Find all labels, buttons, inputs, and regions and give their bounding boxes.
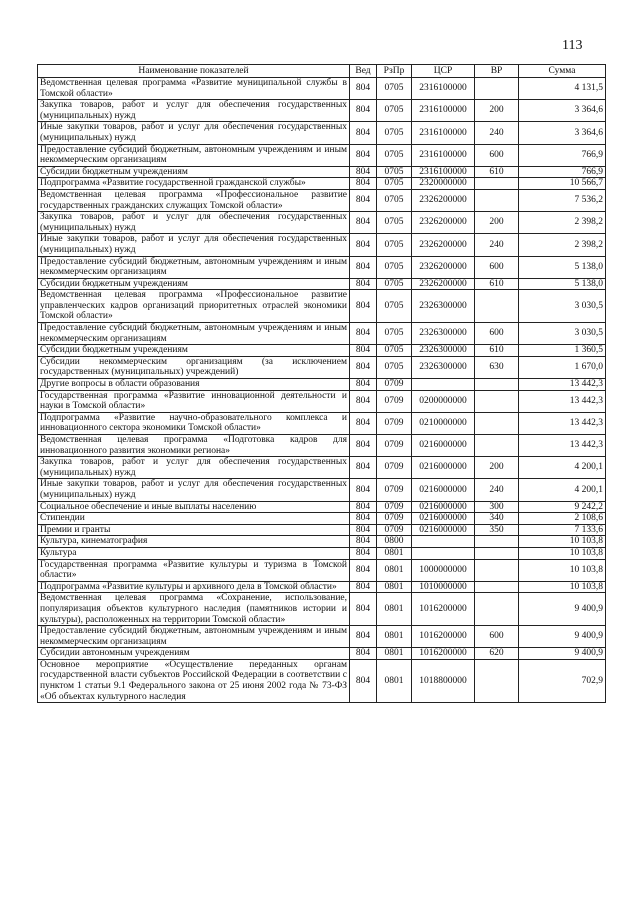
cell-vr: 610 xyxy=(475,166,519,178)
table-row xyxy=(38,78,606,100)
cell-csr: 2316100000 xyxy=(412,100,475,122)
cell-rzpr: 0705 xyxy=(377,278,412,290)
cell-vr: 240 xyxy=(475,234,519,256)
cell-ved: 804 xyxy=(350,100,377,122)
cell-ved: 804 xyxy=(350,345,377,357)
cell-rzpr: 0705 xyxy=(377,290,412,323)
table-row xyxy=(38,345,606,357)
table-row xyxy=(38,122,606,144)
cell-ved: 804 xyxy=(350,536,377,548)
cell-csr xyxy=(412,547,475,559)
table-row xyxy=(38,144,606,166)
cell-name: Стипендии xyxy=(38,513,350,525)
cell-csr: 2326300000 xyxy=(412,290,475,323)
cell-sum: 13 442,3 xyxy=(519,435,606,457)
table-row xyxy=(38,278,606,290)
cell-csr: 2316100000 xyxy=(412,144,475,166)
cell-name: Ведомственная целевая программа «Профессиональное развитие управленческих кадров организаций приоритетных отраслей экономики Томской области» xyxy=(38,290,350,323)
cell-vr xyxy=(475,390,519,412)
table-row xyxy=(38,166,606,178)
cell-csr: 1000000000 xyxy=(412,559,475,581)
cell-vr xyxy=(475,659,519,702)
cell-csr: 2326300000 xyxy=(412,356,475,378)
cell-vr xyxy=(475,290,519,323)
cell-rzpr: 0801 xyxy=(377,559,412,581)
cell-ved: 804 xyxy=(350,581,377,593)
table-body xyxy=(38,78,606,703)
cell-rzpr: 0709 xyxy=(377,513,412,525)
cell-csr: 0210000000 xyxy=(412,412,475,434)
cell-rzpr: 0800 xyxy=(377,536,412,548)
cell-vr xyxy=(475,547,519,559)
cell-sum: 13 442,3 xyxy=(519,390,606,412)
cell-sum: 10 103,8 xyxy=(519,581,606,593)
table-row xyxy=(38,547,606,559)
cell-vr: 240 xyxy=(475,479,519,501)
cell-csr: 2326300000 xyxy=(412,323,475,345)
cell-name: Культура, кинематография xyxy=(38,536,350,548)
table-row xyxy=(38,559,606,581)
header-vr: ВР xyxy=(475,65,519,78)
cell-name: Предоставление субсидий бюджетным, автономным учреждениям и иным некоммерческим организациям xyxy=(38,256,350,278)
cell-rzpr: 0705 xyxy=(377,144,412,166)
cell-ved: 804 xyxy=(350,659,377,702)
cell-sum: 2 108,6 xyxy=(519,513,606,525)
table-row xyxy=(38,256,606,278)
cell-ved: 804 xyxy=(350,212,377,234)
cell-name: Субсидии бюджетным учреждениям xyxy=(38,166,350,178)
cell-name: Субсидии автономным учреждениям xyxy=(38,648,350,660)
cell-ved: 804 xyxy=(350,356,377,378)
cell-name: Государственная программа «Развитие культуры и туризма в Томской области» xyxy=(38,559,350,581)
cell-csr xyxy=(412,536,475,548)
cell-rzpr: 0709 xyxy=(377,435,412,457)
table-row xyxy=(38,435,606,457)
cell-ved: 804 xyxy=(350,166,377,178)
cell-vr: 610 xyxy=(475,278,519,290)
cell-sum: 766,9 xyxy=(519,166,606,178)
cell-rzpr: 0705 xyxy=(377,78,412,100)
cell-ved: 804 xyxy=(350,390,377,412)
table-header-row xyxy=(38,65,606,78)
cell-sum: 4 131,5 xyxy=(519,78,606,100)
cell-sum: 13 442,3 xyxy=(519,379,606,391)
table-row xyxy=(38,178,606,190)
table-row xyxy=(38,581,606,593)
cell-csr: 2326300000 xyxy=(412,345,475,357)
table-row xyxy=(38,524,606,536)
cell-ved: 804 xyxy=(350,278,377,290)
cell-sum: 5 138,0 xyxy=(519,256,606,278)
cell-csr xyxy=(412,379,475,391)
header-ved: Вед xyxy=(350,65,377,78)
cell-vr: 620 xyxy=(475,648,519,660)
cell-rzpr: 0705 xyxy=(377,189,412,211)
cell-csr: 0216000000 xyxy=(412,479,475,501)
cell-vr: 350 xyxy=(475,524,519,536)
cell-sum: 1 360,5 xyxy=(519,345,606,357)
cell-rzpr: 0709 xyxy=(377,390,412,412)
cell-vr: 630 xyxy=(475,356,519,378)
cell-rzpr: 0801 xyxy=(377,626,412,648)
cell-name: Премии и гранты xyxy=(38,524,350,536)
cell-ved: 804 xyxy=(350,457,377,479)
cell-csr: 2320000000 xyxy=(412,178,475,190)
cell-vr: 240 xyxy=(475,122,519,144)
cell-name: Ведомственная целевая программа «Развитие муниципальной службы в Томской области» xyxy=(38,78,350,100)
header-name: Наименование показателей xyxy=(38,65,350,78)
cell-ved: 804 xyxy=(350,559,377,581)
cell-ved: 804 xyxy=(350,144,377,166)
cell-vr: 200 xyxy=(475,100,519,122)
cell-sum: 9 400,9 xyxy=(519,648,606,660)
cell-ved: 804 xyxy=(350,513,377,525)
cell-vr xyxy=(475,178,519,190)
budget-table xyxy=(37,64,606,703)
cell-rzpr: 0705 xyxy=(377,100,412,122)
cell-vr xyxy=(475,559,519,581)
cell-ved: 804 xyxy=(350,122,377,144)
table-row xyxy=(38,234,606,256)
cell-name: Предоставление субсидий бюджетным, автономным учреждениям и иным некоммерческим организациям xyxy=(38,144,350,166)
cell-name: Закупка товаров, работ и услуг для обеспечения государственных (муниципальных) нужд xyxy=(38,457,350,479)
table-row xyxy=(38,356,606,378)
table-row xyxy=(38,189,606,211)
cell-sum: 5 138,0 xyxy=(519,278,606,290)
cell-sum: 9 400,9 xyxy=(519,626,606,648)
cell-ved: 804 xyxy=(350,78,377,100)
cell-name: Иные закупки товаров, работ и услуг для обеспечения государственных (муниципальных) нужд xyxy=(38,479,350,501)
cell-name: Подпрограмма «Развитие государственной гражданской службы» xyxy=(38,178,350,190)
cell-rzpr: 0709 xyxy=(377,457,412,479)
cell-csr: 1016200000 xyxy=(412,648,475,660)
cell-sum: 9 400,9 xyxy=(519,593,606,626)
cell-name: Субсидии некоммерческим организациям (за исключением государственных (муниципальных) учреждений) xyxy=(38,356,350,378)
cell-name: Ведомственная целевая программа «Сохранение, использование, популяризация объектов культурного наследия (памятников истории и культуры), расположенных на территории Томской области» xyxy=(38,593,350,626)
cell-rzpr: 0705 xyxy=(377,323,412,345)
header-sum: Сумма xyxy=(519,65,606,78)
cell-csr: 0200000000 xyxy=(412,390,475,412)
cell-sum: 2 398,2 xyxy=(519,212,606,234)
cell-rzpr: 0709 xyxy=(377,479,412,501)
cell-vr xyxy=(475,412,519,434)
cell-name: Другие вопросы в области образования xyxy=(38,379,350,391)
cell-sum: 3 364,6 xyxy=(519,122,606,144)
cell-rzpr: 0705 xyxy=(377,234,412,256)
cell-csr: 2316100000 xyxy=(412,122,475,144)
cell-vr: 610 xyxy=(475,345,519,357)
cell-vr: 200 xyxy=(475,457,519,479)
cell-csr: 1018800000 xyxy=(412,659,475,702)
cell-ved: 804 xyxy=(350,323,377,345)
cell-rzpr: 0709 xyxy=(377,379,412,391)
cell-name: Основное мероприятие «Осуществление переданных органам государственной власти субъектов Российской Федерации в соответствии с пунктом 1 статьи 9.1 Федерального закона от 25 июня 2002 года № 73-ФЗ «Об объектах культурного наследия xyxy=(38,659,350,702)
table-row xyxy=(38,479,606,501)
cell-csr: 2316100000 xyxy=(412,78,475,100)
cell-ved: 804 xyxy=(350,648,377,660)
cell-name: Культура xyxy=(38,547,350,559)
cell-rzpr: 0709 xyxy=(377,501,412,513)
cell-vr: 200 xyxy=(475,212,519,234)
cell-rzpr: 0705 xyxy=(377,212,412,234)
cell-vr: 600 xyxy=(475,626,519,648)
table-row xyxy=(38,536,606,548)
cell-rzpr: 0709 xyxy=(377,412,412,434)
table-row xyxy=(38,648,606,660)
cell-name: Субсидии бюджетным учреждениям xyxy=(38,345,350,357)
cell-csr: 2326200000 xyxy=(412,256,475,278)
cell-sum: 1 670,0 xyxy=(519,356,606,378)
header-rzpr: РзПр xyxy=(377,65,412,78)
cell-rzpr: 0801 xyxy=(377,593,412,626)
cell-ved: 804 xyxy=(350,290,377,323)
cell-ved: 804 xyxy=(350,524,377,536)
cell-vr xyxy=(475,435,519,457)
table-row xyxy=(38,593,606,626)
table-row xyxy=(38,290,606,323)
table-row xyxy=(38,412,606,434)
cell-ved: 804 xyxy=(350,379,377,391)
cell-sum: 10 103,8 xyxy=(519,559,606,581)
cell-vr: 600 xyxy=(475,323,519,345)
cell-vr xyxy=(475,593,519,626)
cell-sum: 3 030,5 xyxy=(519,323,606,345)
cell-sum: 3 364,6 xyxy=(519,100,606,122)
cell-csr: 1010000000 xyxy=(412,581,475,593)
cell-ved: 804 xyxy=(350,256,377,278)
table-row xyxy=(38,100,606,122)
cell-name: Социальное обеспечение и иные выплаты населению xyxy=(38,501,350,513)
cell-name: Иные закупки товаров, работ и услуг для обеспечения государственных (муниципальных) нужд xyxy=(38,122,350,144)
cell-vr: 340 xyxy=(475,513,519,525)
cell-name: Предоставление субсидий бюджетным, автономным учреждениям и иным некоммерческим организациям xyxy=(38,323,350,345)
cell-name: Подпрограмма «Развитие научно-образовательного комплекса и инновационного сектора экономики Томской области» xyxy=(38,412,350,434)
cell-ved: 804 xyxy=(350,626,377,648)
cell-sum: 13 442,3 xyxy=(519,412,606,434)
table-row xyxy=(38,513,606,525)
cell-rzpr: 0801 xyxy=(377,581,412,593)
cell-sum: 3 030,5 xyxy=(519,290,606,323)
cell-vr: 300 xyxy=(475,501,519,513)
table-row xyxy=(38,457,606,479)
cell-csr: 2316100000 xyxy=(412,166,475,178)
cell-csr: 2326200000 xyxy=(412,189,475,211)
cell-ved: 804 xyxy=(350,189,377,211)
table-row xyxy=(38,390,606,412)
cell-csr: 0216000000 xyxy=(412,524,475,536)
cell-rzpr: 0705 xyxy=(377,345,412,357)
cell-name: Закупка товаров, работ и услуг для обеспечения государственных (муниципальных) нужд xyxy=(38,212,350,234)
cell-sum: 2 398,2 xyxy=(519,234,606,256)
cell-csr: 0216000000 xyxy=(412,435,475,457)
cell-vr xyxy=(475,536,519,548)
cell-csr: 2326200000 xyxy=(412,278,475,290)
table-row xyxy=(38,626,606,648)
cell-ved: 804 xyxy=(350,178,377,190)
cell-name: Подпрограмма «Развитие культуры и архивного дела в Томской области» xyxy=(38,581,350,593)
cell-name: Субсидии бюджетным учреждениям xyxy=(38,278,350,290)
cell-ved: 804 xyxy=(350,234,377,256)
cell-rzpr: 0709 xyxy=(377,524,412,536)
page-number: 113 xyxy=(562,38,583,53)
cell-sum: 4 200,1 xyxy=(519,479,606,501)
table-row xyxy=(38,323,606,345)
cell-rzpr: 0705 xyxy=(377,256,412,278)
cell-rzpr: 0705 xyxy=(377,166,412,178)
cell-csr: 2326200000 xyxy=(412,234,475,256)
cell-csr: 2326200000 xyxy=(412,212,475,234)
cell-csr: 1016200000 xyxy=(412,626,475,648)
cell-rzpr: 0801 xyxy=(377,648,412,660)
cell-sum: 4 200,1 xyxy=(519,457,606,479)
cell-ved: 804 xyxy=(350,547,377,559)
cell-name: Закупка товаров, работ и услуг для обеспечения государственных (муниципальных) нужд xyxy=(38,100,350,122)
cell-name: Ведомственная целевая программа «Подготовка кадров для инновационного развития экономики региона» xyxy=(38,435,350,457)
cell-ved: 804 xyxy=(350,593,377,626)
cell-name: Ведомственная целевая программа «Профессиональное развитие государственных гражданских служащих Томской области» xyxy=(38,189,350,211)
cell-csr: 0216000000 xyxy=(412,513,475,525)
cell-name: Иные закупки товаров, работ и услуг для обеспечения государственных (муниципальных) нужд xyxy=(38,234,350,256)
cell-rzpr: 0705 xyxy=(377,178,412,190)
cell-ved: 804 xyxy=(350,479,377,501)
cell-rzpr: 0705 xyxy=(377,356,412,378)
cell-sum: 10 103,8 xyxy=(519,536,606,548)
table-row xyxy=(38,659,606,702)
cell-rzpr: 0705 xyxy=(377,122,412,144)
cell-sum: 10 103,8 xyxy=(519,547,606,559)
cell-sum: 7 133,6 xyxy=(519,524,606,536)
cell-vr xyxy=(475,78,519,100)
cell-sum: 702,9 xyxy=(519,659,606,702)
header-csr: ЦСР xyxy=(412,65,475,78)
cell-rzpr: 0801 xyxy=(377,547,412,559)
cell-sum: 9 242,2 xyxy=(519,501,606,513)
cell-sum: 10 566,7 xyxy=(519,178,606,190)
cell-ved: 804 xyxy=(350,435,377,457)
cell-sum: 7 536,2 xyxy=(519,189,606,211)
cell-ved: 804 xyxy=(350,412,377,434)
cell-vr: 600 xyxy=(475,256,519,278)
cell-name: Предоставление субсидий бюджетным, автономным учреждениям и иным некоммерческим организациям xyxy=(38,626,350,648)
cell-sum: 766,9 xyxy=(519,144,606,166)
cell-ved: 804 xyxy=(350,501,377,513)
cell-vr xyxy=(475,189,519,211)
cell-name: Государственная программа «Развитие инновационной деятельности и науки в Томской области» xyxy=(38,390,350,412)
table-row xyxy=(38,379,606,391)
cell-rzpr: 0801 xyxy=(377,659,412,702)
cell-vr: 600 xyxy=(475,144,519,166)
cell-csr: 0216000000 xyxy=(412,501,475,513)
table-row xyxy=(38,212,606,234)
cell-vr xyxy=(475,379,519,391)
table-row xyxy=(38,501,606,513)
cell-csr: 1016200000 xyxy=(412,593,475,626)
cell-vr xyxy=(475,581,519,593)
cell-csr: 0216000000 xyxy=(412,457,475,479)
